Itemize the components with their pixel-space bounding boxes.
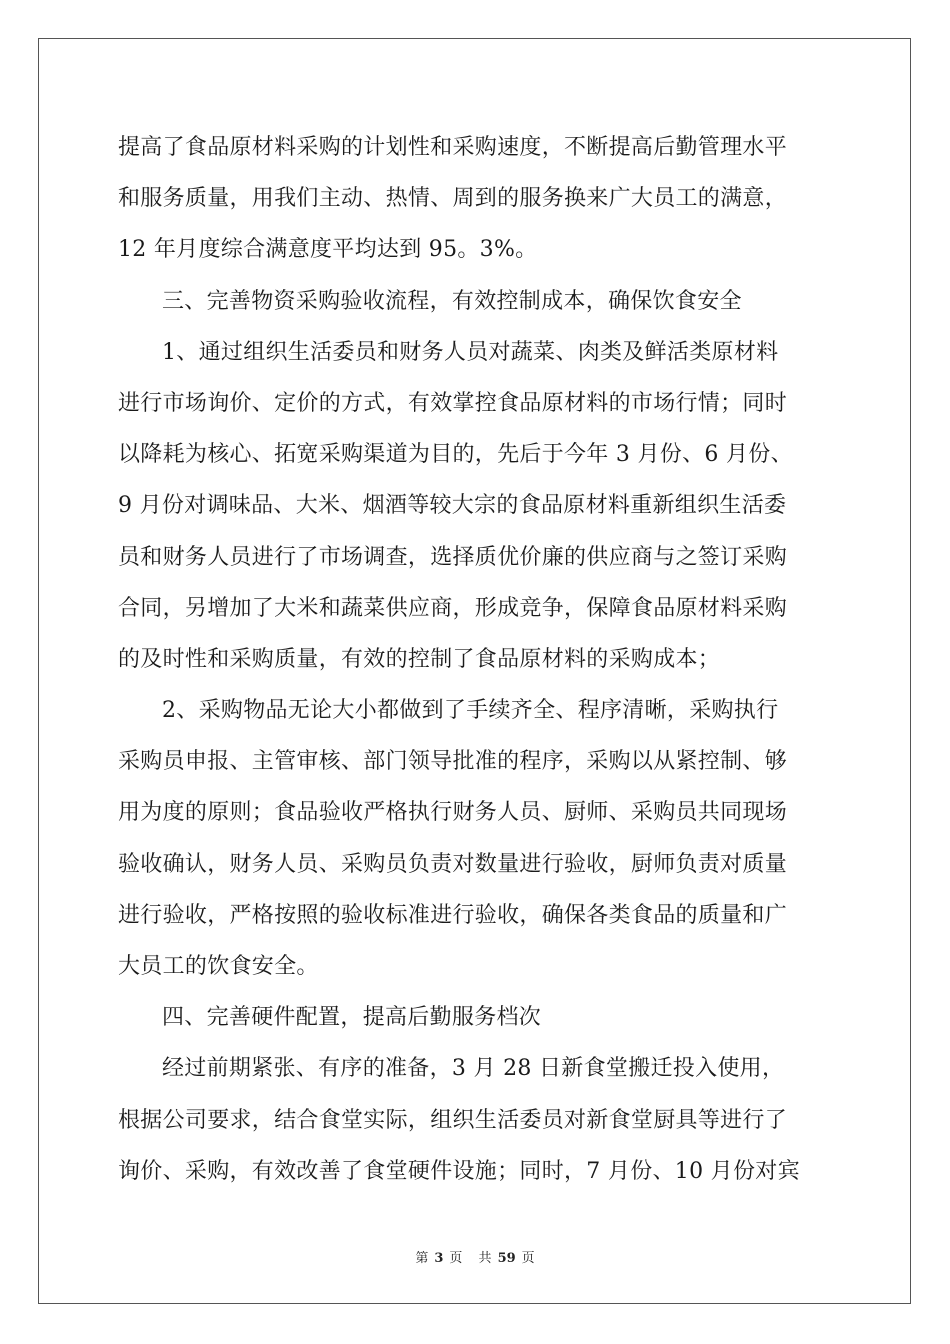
- page-current: 3: [434, 1251, 444, 1266]
- text-line: 以降耗为核心、拓宽采购渠道为目的，先后于今年 3 月份、6 月份、: [118, 442, 793, 468]
- text-line: 进行市场询价、定价的方式，有效掌控食品原材料的市场行情；同时: [118, 390, 788, 416]
- paragraph-start: 1、通过组织生活委员和财务人员对蔬菜、肉类及鲜活类原材料: [162, 339, 779, 365]
- page-number: [412, 1251, 465, 1266]
- paragraph-start: 经过前期紧张、有序的准备，3 月 28 日新食堂搬迁投入使用，: [162, 1056, 785, 1082]
- text-line: 提高了食品原材料采购的计划性和采购速度，不断提高后勤管理水平: [118, 135, 788, 160]
- document-body: [118, 129, 838, 1204]
- page-total: [476, 1251, 538, 1266]
- text-line: 合同，另增加了大米和蔬菜供应商，形成竞争，保障食品原材料采购: [118, 595, 788, 621]
- text-line: 采购员申报、主管审核、部门领导批准的程序，采购以从紧控制、够: [118, 749, 788, 775]
- section-heading-3: 三、完善物资采购验收流程，有效控制成本，确保饮食安全: [162, 288, 742, 314]
- page-total-count: 59: [497, 1251, 516, 1266]
- text-line: 大员工的饮食安全。: [118, 954, 319, 979]
- text-line: 询价、采购，有效改善了食堂硬件设施；同时，7 月份、10 月份对宾: [118, 1158, 800, 1184]
- section-heading-4: 四、完善硬件配置，提高后勤服务档次: [162, 1005, 542, 1031]
- text-line: 验收确认，财务人员、采购员负责对数量进行验收，厨师负责对质量: [118, 851, 788, 877]
- text-line: 员和财务人员进行了市场调查，选择质优价廉的供应商与之签订采购: [118, 544, 788, 570]
- text-line: 12 年月度综合满意度平均达到 95。3%。: [118, 237, 538, 263]
- paragraph-start: 2、采购物品无论大小都做到了手续齐全、程序清晰，采购执行: [162, 698, 779, 724]
- page-footer: [0, 1247, 950, 1266]
- page-prefix: 第: [415, 1251, 429, 1266]
- page-suffix: 页: [449, 1251, 463, 1266]
- text-line: 的及时性和采购质量，有效的控制了食品原材料的采购成本；: [118, 646, 721, 672]
- text-line: 根据公司要求，结合食堂实际，组织生活委员对新食堂厨具等进行了: [118, 1107, 788, 1133]
- total-prefix: 共: [478, 1251, 492, 1266]
- text-line: 进行验收，严格按照的验收标准进行验收，确保各类食品的质量和广: [118, 902, 788, 928]
- text-line: 9 月份对调味品、大米、烟酒等较大宗的食品原材料重新组织生活委: [118, 493, 787, 519]
- total-suffix: 页: [521, 1251, 535, 1266]
- text-line: 用为度的原则；食品验收严格执行财务人员、厨师、采购员共同现场: [118, 800, 788, 826]
- text-line: 和服务质量，用我们主动、热情、周到的服务换来广大员工的满意，: [118, 186, 788, 212]
